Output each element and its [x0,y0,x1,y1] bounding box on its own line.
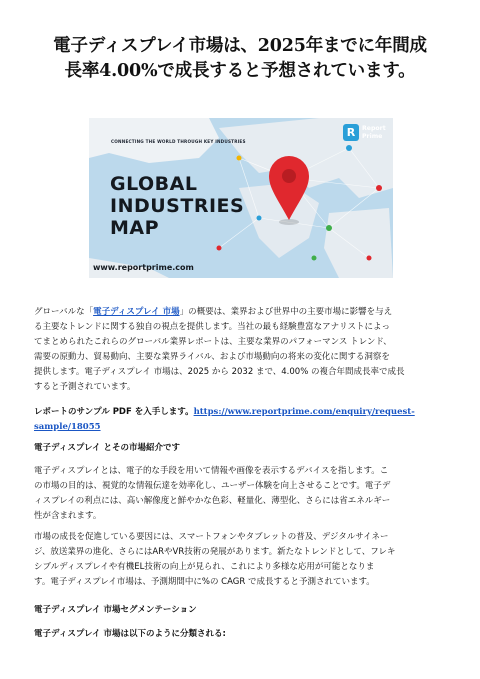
section1-paragraph-2: 市場の成長を促進している要因には、スマートフォンやタブレットの普及、デジタルサイネー ジ、放送業界の進化、さらにはARやVR技術の発展があります。新たなトレンドとして、フレキ シブルディスプレイや有機EL技術の向上が見られ、これにより多様な応用が可能となりま す。電子ディスプレイ市場は、予測期間中に%の CAGR で成長すると予測されています。 [34,532,396,587]
page-title [30,34,450,84]
section-subheading-classification: 電子ディスプレイ 市場は以下のように分類される: [34,629,226,639]
sample-link-continued[interactable]: sample/18055 [34,422,101,432]
market-link[interactable]: 電子ディスプレイ 市場 [93,307,180,317]
logo-text: Report Prime [362,125,386,140]
section-heading-intro: 電子ディスプレイ とその市場紹介です [34,443,181,453]
banner-heading-line-1: GLOBAL [110,173,198,195]
reportprime-logo [343,120,389,148]
global-industries-map-banner [89,118,393,278]
banner-tagline: CONNECTING THE WORLD THROUGH KEY INDUSTRIES [111,139,246,144]
banner-heading-line-2: INDUSTRIES [110,195,245,217]
section1-paragraph-1: 電子ディスプレイとは、電子的な手段を用いて情報や画像を表示するデバイスを指します。こ の市場の目的は、視覚的な情報伝達を効率化し、ユーザー体験を向上させることです。電子デ ィスプレイの利点には、高い解像度と鮮やかな色彩、軽量化、薄型化、さらには省エネルギー 性が含まれます。 [34,466,391,521]
sample-request [34,405,448,435]
sample-link[interactable]: https://www.reportprime.com/enquiry/request- [193,407,415,417]
sample-label: レポートのサンプル PDF を入手します。 [34,407,194,417]
banner-heading-line-3: MAP [110,217,160,239]
section-heading-segmentation: 電子ディスプレイ 市場セグメンテーション [34,605,197,615]
reportprime-logo-icon: R [343,124,359,141]
title-line-2: 長率4.00%で成長すると予想されています。 [64,61,416,81]
banner-heading [110,173,244,239]
banner-url: www.reportprime.com [93,263,194,272]
intro-paragraph: グローバルな「電子ディスプレイ 市場」の概要は、業界および世界中の主要市場に影響を与え る主要なトレンドに関する独自の視点を提供します。当社の最も経験豊富なアナリストによっ てまとめられたこれらのグローバル業界レポートは、主要な業界のパフォーマンス トレンド、 需要の原動力、貿易動向、主要な業界ライバル、および市場動向の将来の変化に関する洞察を 提供します。電子ディスプレイ 市場は、2025 から 2032 まで、4.00% の複合年間成長率で成長 すると予測されています。 [34,307,405,392]
title-line-1: 電子ディスプレイ市場は、2025年までに年間成 [53,36,427,56]
